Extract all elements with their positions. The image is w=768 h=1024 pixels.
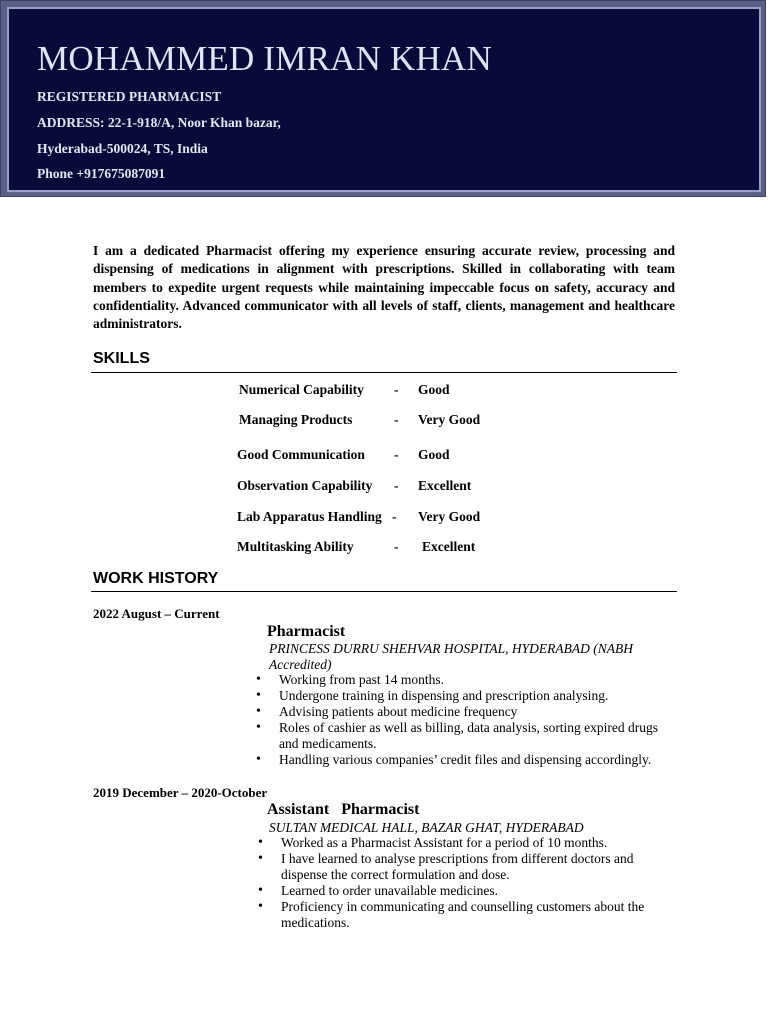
skills-heading: SKILLS — [93, 350, 150, 367]
skill-level: Good — [418, 447, 450, 462]
phone-number: Phone +917675087091 — [37, 166, 166, 181]
header-banner — [0, 0, 766, 197]
skill-name: Multitasking Ability — [237, 539, 354, 554]
skill-name: Good Communication — [237, 447, 365, 462]
work-history-heading: WORK HISTORY — [93, 570, 219, 587]
skill-name: Lab Apparatus Handling — [237, 509, 382, 524]
skill-separator: - — [394, 447, 399, 462]
job-title: Pharmacist — [267, 623, 346, 640]
skill-level: Very Good — [418, 412, 481, 427]
candidate-name: MOHAMMED IMRAN KHAN — [37, 39, 492, 78]
list-item: • I have learned to analyse prescriptions from different doctors and dispense the correct formulation and dose. — [256, 851, 668, 883]
list-item: • Undergone training in dispensing and prescription analysing. — [254, 688, 674, 704]
header-panel — [7, 7, 761, 192]
job-responsibilities — [254, 672, 674, 768]
skill-level: Excellent — [418, 478, 472, 493]
skill-name: Managing Products — [239, 412, 353, 427]
job-employer: SULTAN MEDICAL HALL, BAZAR GHAT, HYDERABAD — [269, 820, 584, 835]
skill-name: Numerical Capability — [239, 382, 364, 397]
skill-name: Observation Capability — [237, 478, 373, 493]
skill-separator: - — [392, 509, 397, 524]
skill-separator: - — [394, 412, 399, 427]
work-history-divider — [91, 591, 677, 592]
list-item: • Roles of cashier as well as billing, data analysis, sorting expired drugs and medicaments. — [254, 720, 674, 752]
skill-level: Very Good — [418, 509, 481, 524]
address-line-1: ADDRESS: 22-1-918/A, Noor Khan bazar, — [37, 115, 281, 130]
list-item: • Advising patients about medicine frequency — [254, 704, 674, 720]
job-period: 2022 August – Current — [93, 606, 220, 621]
address-line-2: Hyderabad-500024, TS, India — [37, 141, 208, 156]
job-title: Assistant Pharmacist — [267, 801, 420, 818]
professional-summary: I am a dedicated Pharmacist offering my experience ensuring accurate review, processing and dispensing of medications in alignment with prescriptions. Skilled in collaborating with team members to expedite urgent requests while maintaining impeccable focus on safety, accuracy and confidentiality. Advanced communicator with all levels of staff, clients, management and healthcare administrators. — [93, 243, 675, 332]
job-responsibilities — [256, 835, 668, 931]
skill-separator: - — [394, 478, 399, 493]
candidate-role: REGISTERED PHARMACIST — [37, 89, 222, 104]
list-item: • Worked as a Pharmacist Assistant for a period of 10 months. — [256, 835, 668, 851]
skill-level: Good — [418, 382, 450, 397]
skill-level: Excellent — [422, 539, 476, 554]
skills-divider — [91, 372, 677, 373]
list-item: • Working from past 14 months. — [254, 672, 674, 688]
skill-separator: - — [394, 539, 399, 554]
list-item: • Handling various companies’ credit files and dispensing accordingly. — [254, 752, 674, 768]
job-period: 2019 December – 2020-October — [93, 785, 268, 800]
list-item: • Proficiency in communicating and counselling customers about the medications. — [256, 899, 668, 931]
skill-separator: - — [394, 382, 399, 397]
list-item: • Learned to order unavailable medicines. — [256, 883, 668, 899]
job-employer: PRINCESS DURRU SHEHVAR HOSPITAL, HYDERABAD (NABH Accredited) — [269, 641, 633, 672]
